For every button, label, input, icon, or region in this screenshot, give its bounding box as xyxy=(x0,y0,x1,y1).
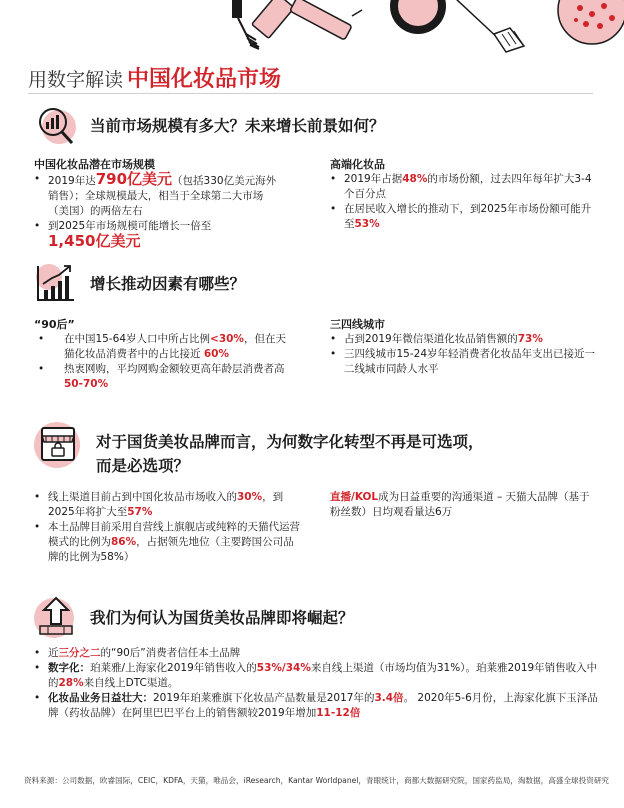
section1-right-list xyxy=(330,172,600,232)
list-item: • 到2025年市场规模可能增长一倍至 1,450亿美元 xyxy=(34,219,284,251)
list-item: • 占到2019年微信渠道化妆品销售额的73% xyxy=(330,332,600,347)
source-note: 资料来源：公司数据，欧睿国际，CEIC，KDFA，天猫，唯品会，iResearch，Kantar Worldpanel，青眼统计，商都大数据研究院，国家药监局，淘数据，高盛全球投资研究 xyxy=(24,776,610,785)
list-item: • 数字化：珀莱雅/上海家化2019年销售收入的53%/34%来自线上渠道（市场均值为31%）。珀莱雅2019年销售收入中的28%来自线上DTC渠道。 xyxy=(34,661,604,691)
section3-right-column xyxy=(330,490,592,520)
section3-title-line1: 对于国货美妆品牌而言，为何数字化转型不再是可选项， xyxy=(96,433,484,451)
rising-arrow-icon xyxy=(34,594,78,638)
section1-right-column xyxy=(330,156,600,232)
list-item: • 化妆品业务日益壮大：2019年珀莱雅旗下化妆品产品数量是2017年的3.4倍。 2020年5-6月份，上海家化旗下玉泽品牌（药妆品牌）在阿里巴巴平台上的销售额较2019年增加11-12倍 xyxy=(34,691,604,721)
section3-title-line2: 而是必选项？ xyxy=(96,457,190,475)
section3-left-list xyxy=(34,490,304,565)
section2-right-list xyxy=(330,332,600,377)
magnifier-chart-icon xyxy=(34,104,78,148)
title-highlight: 中国化妆品市场 xyxy=(127,67,282,92)
title-divider xyxy=(28,93,593,94)
list-item: • 在中国15-64岁人口中所占比例<30%，但在天猫化妆品消费者中的占比接近 60% xyxy=(34,332,296,362)
makeup-brush-icon xyxy=(455,0,524,52)
section3-right-text: 成为日益重要的沟通渠道 – 天猫大品牌（基于粉丝数）日均观看量达6万 xyxy=(330,491,590,518)
page-title xyxy=(28,62,281,90)
list-item: • 2019年占据48%的市场份额，过去四年每年扩大3-4个百分点 xyxy=(330,172,600,202)
section3-title xyxy=(96,430,484,478)
list-item: • 本土品牌目前采用自营线上旗舰店或纯粹的天猫代运营模式的比例为86%，占据领先地位（主要跨国公司品牌的比例为58%） xyxy=(34,520,304,565)
lipstick-icon xyxy=(252,0,362,40)
section4-title: 我们为何认为国货美妆品牌即将崛起？ xyxy=(90,609,354,627)
list-item: • 热衷网购，平均网购金额较更高年龄层消费者高50-70% xyxy=(34,362,296,392)
title-plain: 用数字解读 xyxy=(28,69,124,91)
section1-right-heading: 高端化妆品 xyxy=(330,158,385,171)
growth-chart-icon xyxy=(34,262,78,306)
cosmetics-decoration xyxy=(0,0,624,60)
list-item: • 线上渠道目前占到中国化妆品市场收入的30%，到2025年将扩大至57% xyxy=(34,490,304,520)
section3-left-column xyxy=(34,490,304,565)
section1-title: 当前市场规模有多大？未来增长前景如何？ xyxy=(90,117,385,135)
list-item: • 三四线城市15-24岁年轻消费者化妆品年支出已接近一二线城市同龄人水平 xyxy=(330,347,600,377)
section2-left-heading: “90后” xyxy=(34,318,75,331)
section4-list xyxy=(34,646,604,721)
section1-left-heading: 中国化妆品潜在市场规模 xyxy=(34,158,155,171)
section2-title: 增长推动因素有哪些？ xyxy=(90,275,246,293)
section4-list-block xyxy=(34,646,604,721)
list-item: • 2019年达790亿美元（包括330亿美元海外销售）；全球规模最大，相当于全球第二大市场（美国）的两倍左右 xyxy=(34,172,284,219)
compact-icon xyxy=(390,0,446,34)
section2-left-column xyxy=(34,316,296,392)
section3-right-highlight: 直播/KOL xyxy=(330,491,379,503)
list-item: • 近三分之二的“90后”消费者信任本土品牌 xyxy=(34,646,604,661)
section2-right-column xyxy=(330,316,600,377)
blush-palette-icon xyxy=(558,0,624,44)
section2-right-heading: 三四线城市 xyxy=(330,318,385,331)
list-item: • 在居民收入增长的推动下，到2025年市场份额可能升至53% xyxy=(330,202,600,232)
storefront-icon xyxy=(34,420,82,468)
section2-left-list xyxy=(34,332,296,392)
section1-left-list xyxy=(34,172,284,251)
section1-left-column xyxy=(34,156,284,251)
